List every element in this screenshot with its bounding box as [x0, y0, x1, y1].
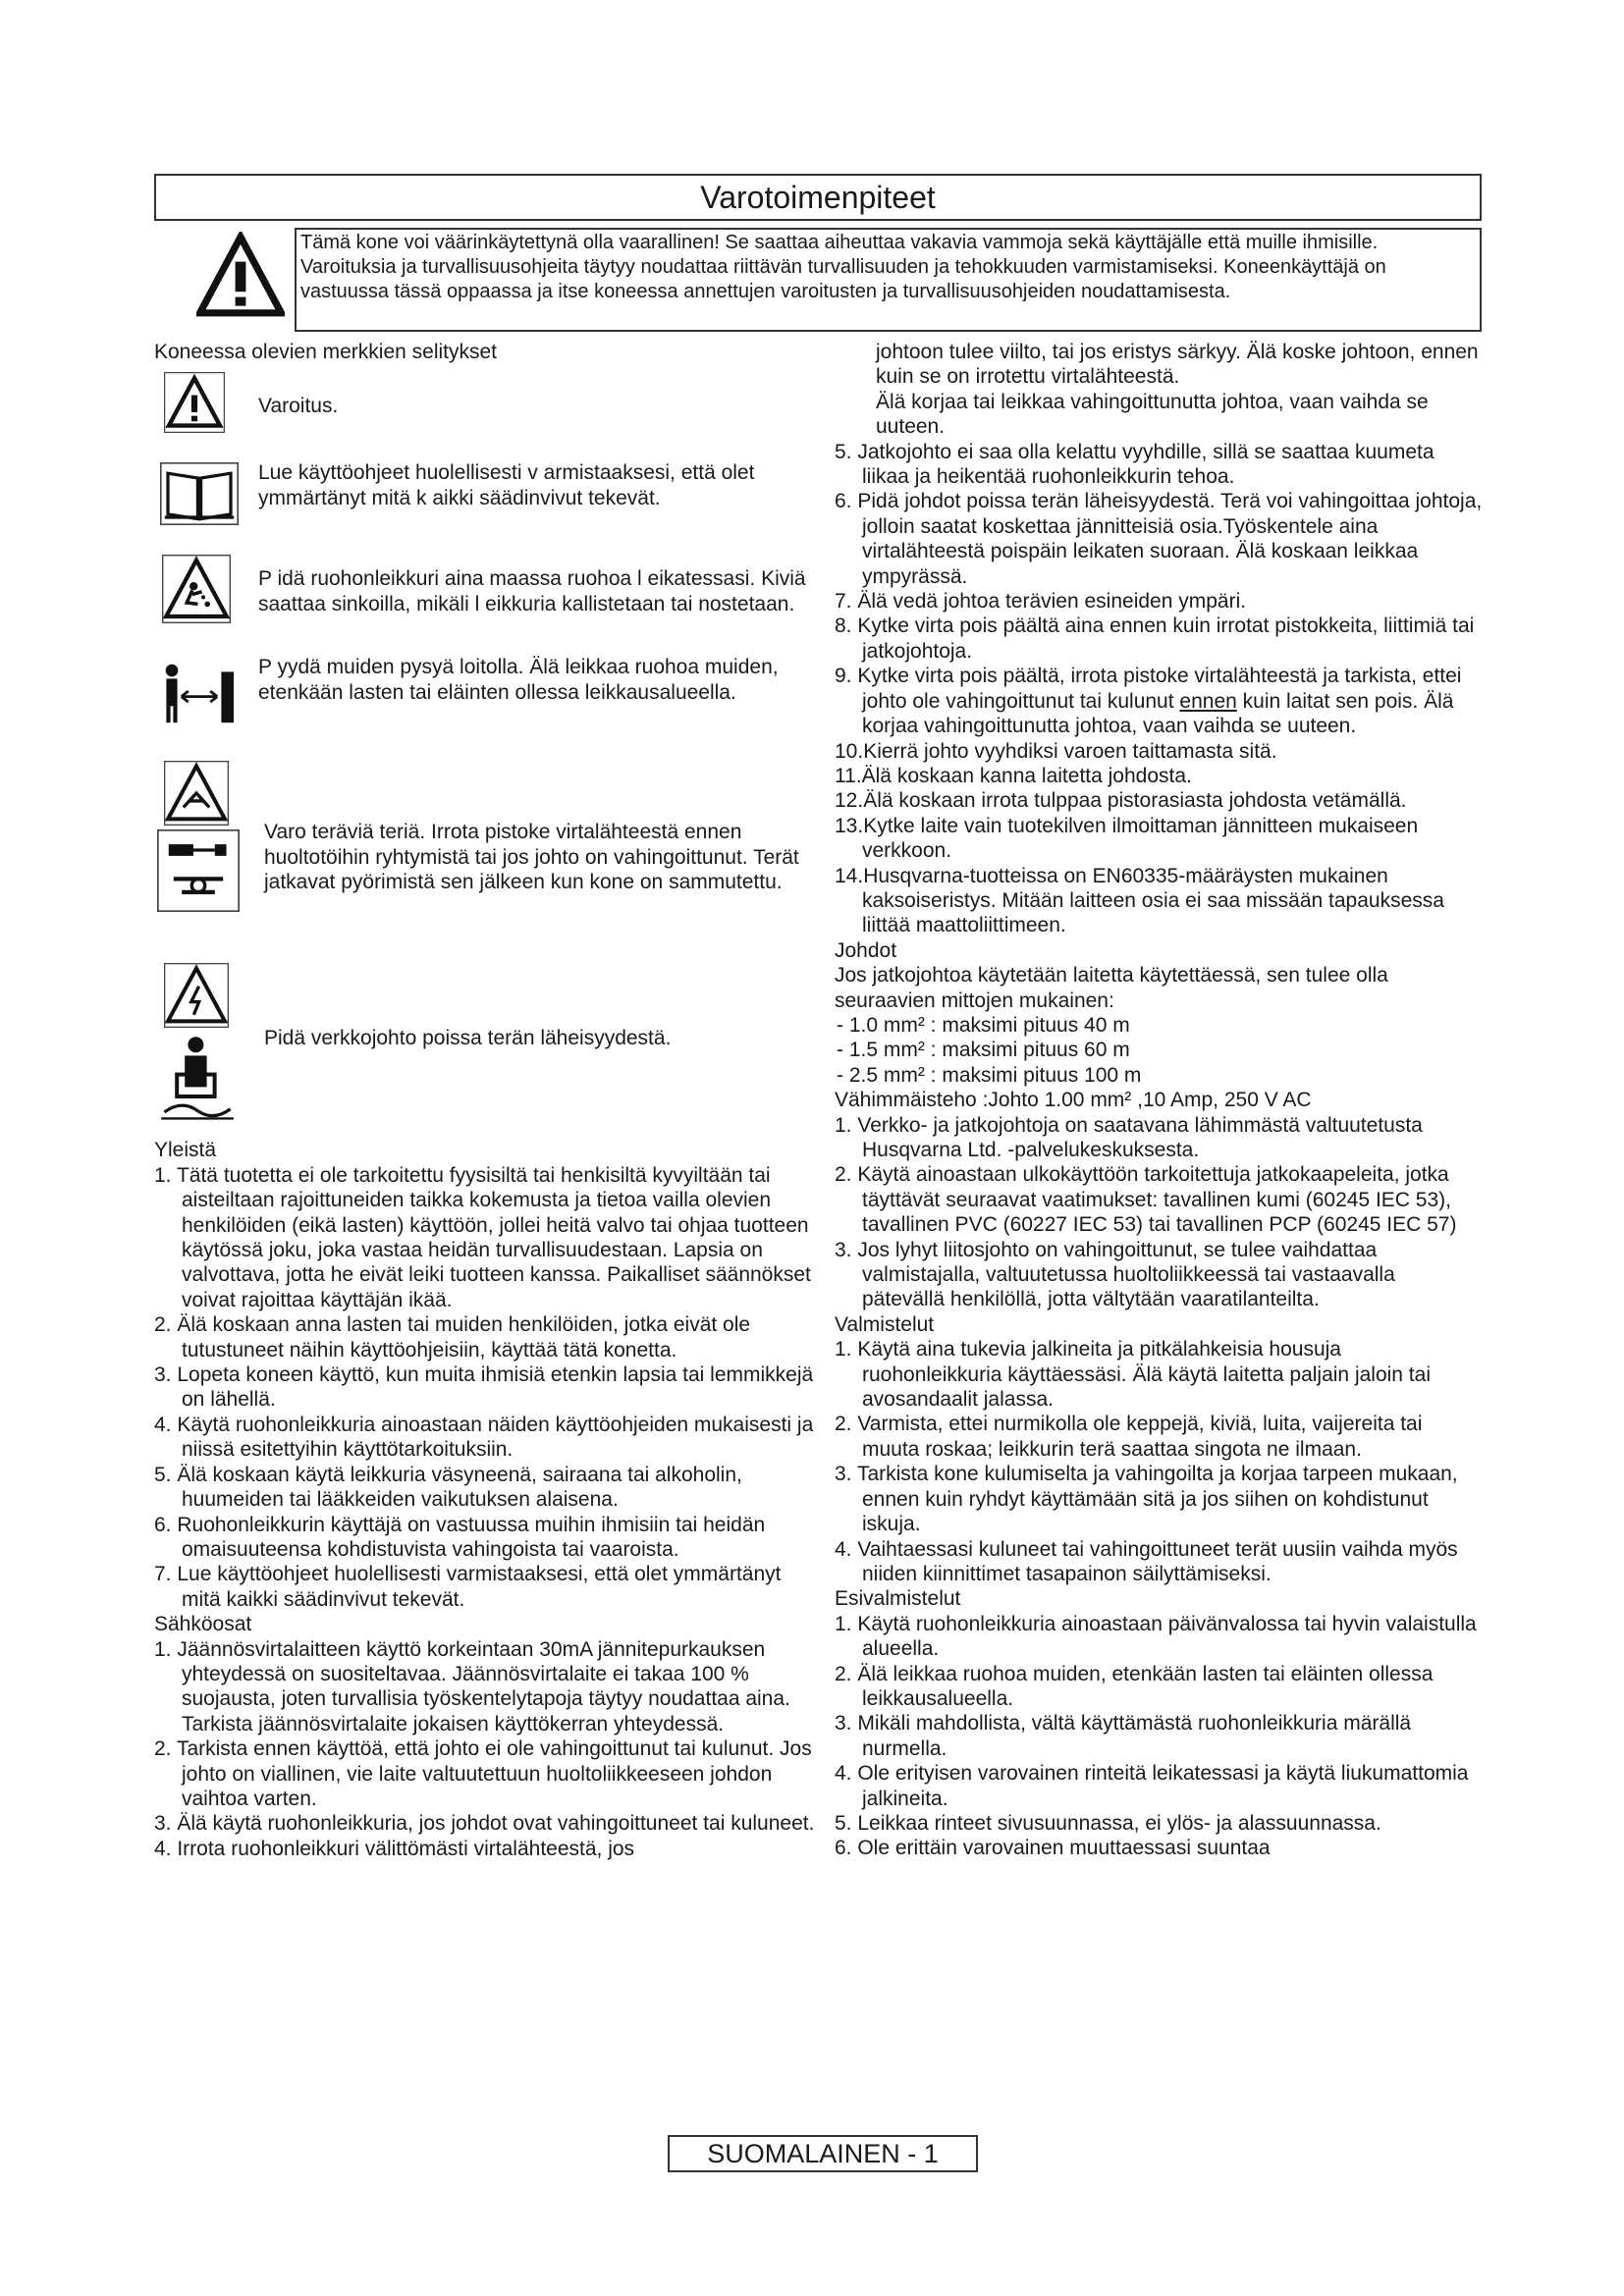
manual-book-icon — [160, 462, 239, 525]
preprep-item: 2. Älä leikkaa ruohoa muiden, etenkään lasten tai eläinten ollessa leikkausalueella. — [835, 1662, 1434, 1710]
preprep-item: 3. Mikäli mahdollista, vältä käyttämästä ruohonleikkuria märällä nurmella. — [835, 1712, 1412, 1760]
symbol-row-keep-distance — [154, 655, 822, 755]
cable-item: 3. Jos lyhyt liitosjohto on vahingoittunut, se tulee vaihdattaa valmistajalla, valtuutetussa huoltoliikkeessä tai vastaavalla pätevällä henkilöllä, jotta vältytään vaaratilanteilta. — [835, 1238, 1395, 1311]
preprep-heading: Esivalmistelut — [835, 1587, 961, 1611]
preprep-item: 4. Ole erityisen varovainen rinteitä leikatessasi ja käytä liukumattomia jalkineita. — [835, 1762, 1469, 1810]
prep-item: 4. Vaihtaessasi kuluneet tai vahingoittuneet terät uusiin vaihda myös niiden kiinnittimet tasapainon säilyttämiseksi. — [835, 1537, 1458, 1585]
general-heading: Yleistä — [154, 1139, 217, 1162]
preprep-item: 5. Leikkaa rinteet sivusuunnassa, ei ylös- ja alassuunnassa. — [835, 1811, 1381, 1835]
unplug-maintenance-icon — [156, 829, 241, 912]
left-column — [154, 340, 822, 1861]
prep-item: 2. Varmista, ettei nurmikolla ole keppejä, kiviä, luita, vaijereita tai muuta roskaa; leikkurin terä saattaa singota ne ilmaan. — [835, 1413, 1423, 1461]
item9-text-end: kuin laitat sen pois. Älä korjaa vahingoittunutta johtoa, vaan vaihda se uuteen. — [862, 689, 1454, 738]
electric-item: 11.Älä koskaan kanna laitetta johdosta. — [835, 764, 1192, 787]
symbol-row-cable-hazard — [154, 963, 822, 1138]
min-rating: Vähimmäisteho :Johto 1.00 mm² ,10 Amp, 250 V AC — [835, 1089, 1312, 1112]
cable-item: 2. Käytä ainoastaan ulkokäyttöön tarkoitettuja jatkokaapeleita, jotka täyttävät seuraavat vaatimukset: tavallinen kumi (60245 IEC 53), tavallinen PVC (60227 IEC 53) tai tavallinen PCP (60245 IEC 57) — [835, 1163, 1457, 1237]
symbol-row-warning — [154, 366, 822, 460]
general-item: 7. Lue käyttöohjeet huolellisesti varmistaaksesi, että olet ymmärtänyt mitä kaikki säädinvivut tekevät. — [154, 1563, 782, 1611]
symbol-text-thrown-objects: P idä ruohonleikkuri aina maassa ruohoa l eikatessasi. Kiviä saattaa sinkoilla, mikäli l eikkuria kallistetaan tai nostetaan. — [258, 567, 806, 615]
symbol-row-manual — [154, 460, 822, 555]
electric-item: 6. Pidä johdot poissa terän läheisyydestä. Terä voi vahingoittaa johtoja, jolloin saatat koskettaa jännitteisiä osia.Työskentele aina virtalähteestä poispäin leikaten suoraan. Älä koskaan leikkaa ympyrässä. — [835, 490, 1483, 588]
right-column — [835, 340, 1483, 1861]
general-item: 5. Älä koskaan käytä leikkuria väsyneenä, sairaana tai alkoholin, huumeiden tai lääkkeiden vaikutuksen alaisena. — [154, 1463, 742, 1512]
symbol-text-keep-distance: P yydä muiden pysyä loitolla. Älä leikkaa ruohoa muiden, etenkään lasten tai eläinten ollessa leikkausalueella. — [258, 656, 779, 704]
electric-item: 12.Älä koskaan irrota tulppaa pistorasiasta johdosta vetämällä. — [835, 789, 1407, 813]
thrown-objects-icon — [162, 555, 231, 623]
symbol-row-sharp-blades — [154, 761, 822, 959]
warning-intro: Tämä kone voi väärinkäytettynä olla vaarallinen! Se saattaa aiheuttaa vakavia vammoja sekä käyttäjälle että muille ihmisille. Varoituksia ja turvallisuusohjeita täytyy noudattaa riittävän turvallisuuden ja tehokkuuden varmistamiseksi. Koneenkäyttäjä on vastuussa tässä oppaassa ja itse koneessa annettujen varoitusten ja turvallisuusohjeiden noudattamisesta. — [295, 228, 1482, 332]
cable-size: - 2.5 mm² : maksimi pituus 100 m — [837, 1063, 1142, 1087]
preprep-item: 1. Käytä ruohonleikkuria ainoastaan päivänvalossa tai hyvin valaistulla alueella. — [835, 1612, 1477, 1661]
cable-item: 1. Verkko- ja jatkojohtoja on saatavana lähimmästä valtuutetusta Husqvarna Ltd. -palvelukeskuksesta. — [835, 1113, 1423, 1161]
electric-item: 3. Älä käytä ruohonleikkuria, jos johdot ovat vahingoittuneet tai kuluneet. — [154, 1812, 815, 1836]
electric-heading: Sähköosat — [154, 1613, 252, 1636]
cables-heading: Johdot — [835, 938, 897, 962]
item9-text: 9. Kytke virta pois päältä, irrota pistoke virtalähteestä ja tarkista, ettei johto ole vahingoittunut tai kulunut — [835, 665, 1462, 713]
cable-hazard-icon — [158, 1032, 237, 1122]
prep-item: 3. Tarkista kone kulumiselta ja vahingoilta ja korjaa tarpeen mukaan, ennen kuin ryhdyt käyttämään sitä ja jos siihen on kohdistunut iskuja. — [835, 1463, 1458, 1536]
cable-size: - 1.0 mm² : maksimi pituus 40 m — [837, 1013, 1130, 1037]
electric-item-9 — [835, 664, 1483, 738]
general-item: 6. Ruohonleikkurin käyttäjä on vastuussa muihin ihmisiin tai heidän omaisuuteensa kohdistuvista vahingoista tai vaaroista. — [154, 1513, 766, 1561]
warning-triangle-icon — [164, 372, 225, 433]
cable-size: - 1.5 mm² : maksimi pituus 60 m — [837, 1039, 1130, 1062]
symbol-text-sharp-blades: Varo teräviä teriä. Irrota pistoke virtalähteestä ennen huoltotöihin ryhtymistä tai jos johto on vahingoittunut. Terät jatkavat pyörimistä sen jälkeen kun kone on sammutettu. — [264, 821, 799, 894]
symbol-text-cable-hazard: Pidä verkkojohto poissa terän läheisyydestä. — [264, 1027, 672, 1050]
general-item: 4. Käytä ruohonleikkuria ainoastaan näiden käyttöohjeiden mukaisesti ja niissä esitettyihin käyttötarkoituksiin. — [154, 1413, 814, 1462]
symbol-text-manual: Lue käyttöohjeet huolellisesti v armistaaksesi, että olet ymmärtänyt mitä k aikki säädinvivut tekevät. — [258, 461, 755, 509]
warning-triangle-icon — [196, 232, 285, 320]
page-title: Varotoimenpiteet — [154, 174, 1482, 221]
symbol-row-thrown-objects — [154, 555, 822, 655]
electric-item: 13.Kytke laite vain tuotekilven ilmoittaman jännitteen mukaiseen verkkoon. — [835, 814, 1419, 863]
item9-underlined: ennen — [1179, 689, 1237, 713]
electric-item: 14.Husqvarna-tuotteissa on EN60335-määräysten mukainen kaksoiseristys. Mitään laitteen osia ei saa missään tapauksessa liittää maattoliittimeen. — [835, 864, 1444, 937]
prep-item: 1. Käytä aina tukevia jalkineita ja pitkälahkeisia housuja ruohonleikkuria käyttäessäsi. Älä käytä laitetta paljain jaloin tai avosandaalit jalassa. — [835, 1338, 1431, 1412]
electric-item: 10.Kierrä johto vyyhdiksi varoen taittamasta sitä. — [835, 739, 1277, 763]
prep-heading: Valmistelut — [835, 1312, 935, 1336]
symbol-text-warning: Varoitus. — [258, 395, 339, 418]
general-item: 2. Älä koskaan anna lasten tai muiden henkilöiden, jotka eivät ole tutustuneet näihin käyttöohjeisiin, käyttää tätä konetta. — [154, 1313, 751, 1362]
electric-item: 5. Jatkojohto ei saa olla kelattu vyyhdille, sillä se saattaa kuumeta liikaa ja heikentää ruohonleikkurin tehoa. — [835, 440, 1435, 489]
electric-item: 7. Älä vedä johtoa terävien esineiden ympäri. — [835, 590, 1247, 614]
electric-item: 2. Tarkista ennen käyttöä, että johto ei ole vahingoittunut tai kulunut. Jos johto on viallinen, vie laite valtuutettuun huoltoliikkeeseen johdon vaihtoa varten. — [154, 1737, 812, 1810]
cables-intro: Jos jatkojohtoa käytetään laitetta käytettäessä, sen tulee olla seuraavien mittojen mukainen: — [835, 964, 1388, 1012]
continuation-text: johtoon tulee viilto, tai jos eristys särkyy. Älä koske johtoon, ennen kuin se on irrotettu virtalähteestä. — [876, 341, 1479, 389]
general-item: 3. Lopeta koneen käyttö, kun muita ihmisiä etenkin lapsia tai lemmikkejä on lähellä. — [154, 1363, 814, 1412]
general-item: 1. Tätä tuotetta ei ole tarkoitettu fyysisiltä tai henkisiltä kyvyiltään tai aisteiltaan rajoittuneiden taikka kokemusta ja tietoa vailla olevien henkilöiden (eikä lasten) käyttöön, jollei heitä valvo tai ohjaa tuotteen käytössä joku, joka vastaa heidän turvallisuudestaan. Lapsia on valvottava, jotta he eivät leiki tuotteen kanssa. Paikalliset säännökset voivat rajoittaa käyttäjän ikää. — [154, 1163, 811, 1311]
page-footer: SUOMALAINEN - 1 — [668, 2135, 978, 2172]
symbols-heading: Koneessa olevien merkkien selitykset — [154, 341, 498, 363]
electric-item: 8. Kytke virta pois päältä aina ennen kuin irrotat pistokkeita, liittimiä tai jatkojohtoja. — [835, 614, 1475, 663]
sharp-blades-icon — [164, 761, 229, 826]
preprep-item: 6. Ole erittäin varovainen muuttaessasi suuntaa — [835, 1837, 1271, 1860]
keep-distance-icon — [158, 657, 241, 725]
electric-item: 1. Jäännösvirtalaitteen käyttö korkeintaan 30mA jännitepurkauksen yhteydessä on suositeltavaa. Jäännösvirtalaite ei takaa 100 % suojausta, joten turvallisia työskentelytapoja täytyy noudattaa aina. Tarkista jäännösvirtalaite jokaisen käyttökerran yhteydessä. — [154, 1637, 790, 1735]
continuation-text: Älä korjaa tai leikkaa vahingoittunutta johtoa, vaan vaihda se uuteen. — [876, 390, 1429, 439]
electric-hazard-icon — [164, 963, 229, 1028]
electric-item: 4. Irrota ruohonleikkuri välittömästi virtalähteestä, jos — [154, 1837, 635, 1860]
